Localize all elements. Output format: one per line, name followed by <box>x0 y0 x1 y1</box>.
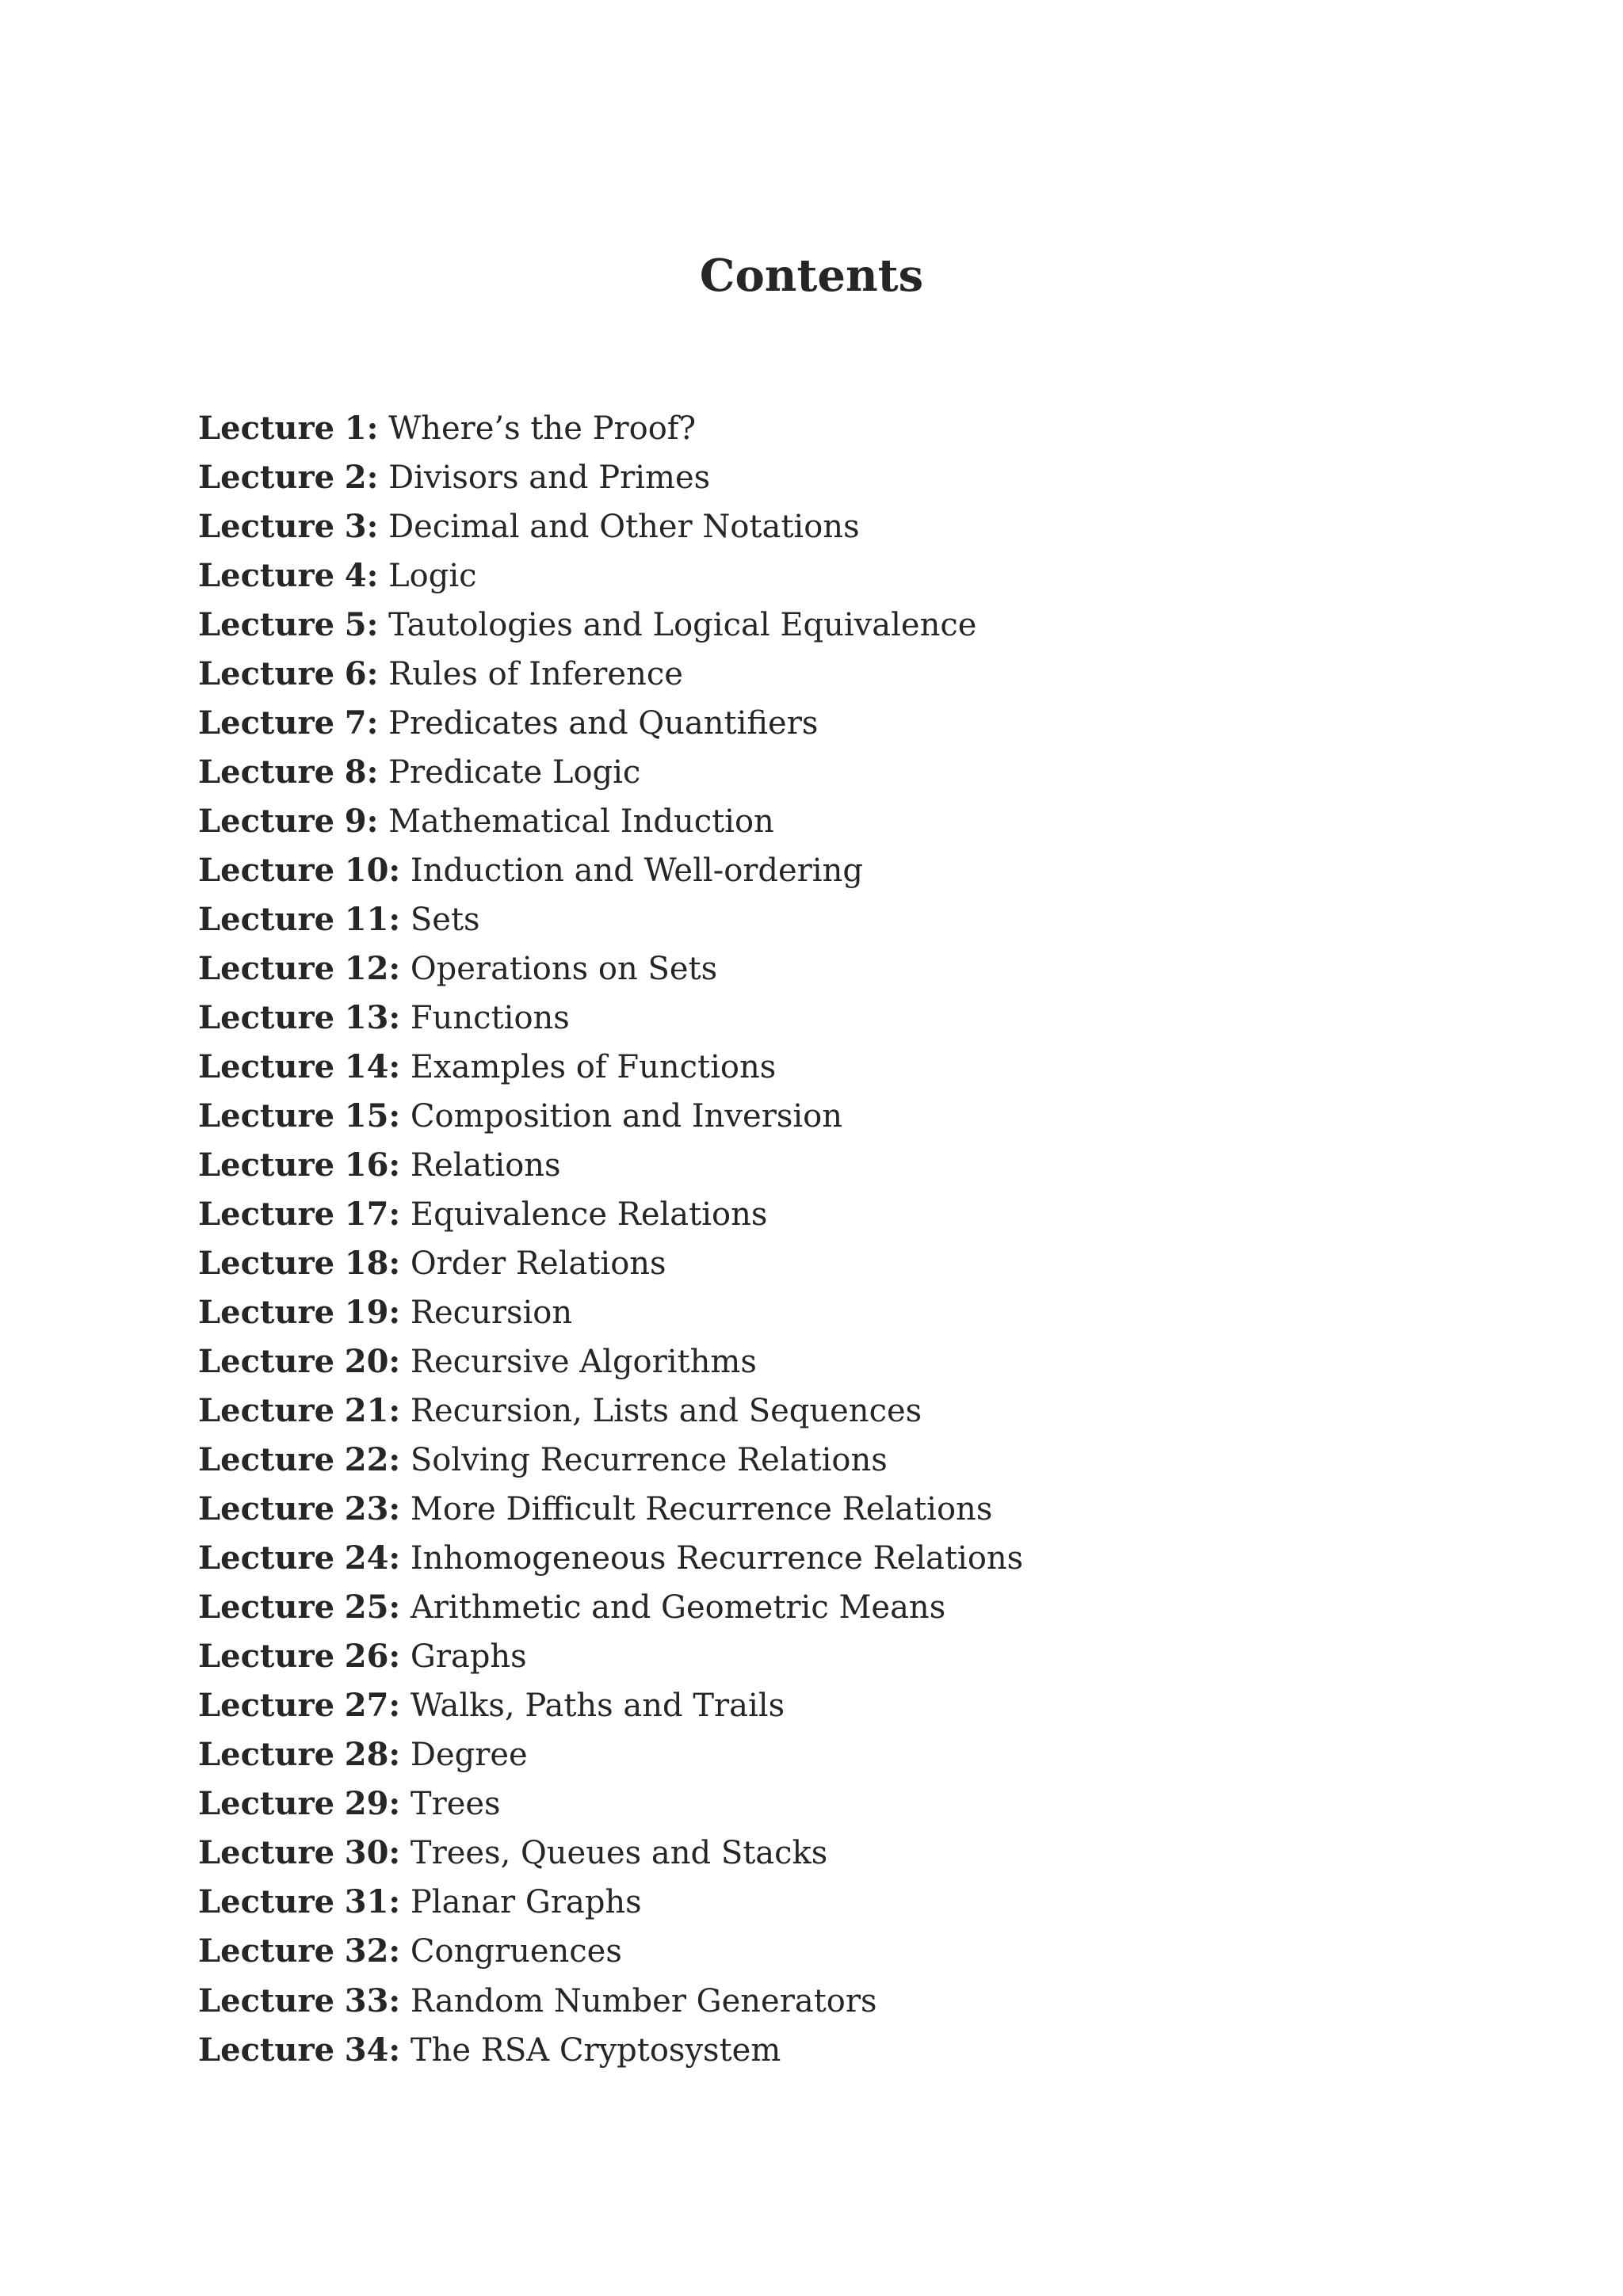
lecture-number: 18 <box>344 1245 389 1283</box>
lecture-number: 6 <box>344 655 367 693</box>
lecture-label: Lecture <box>198 606 335 644</box>
lecture-title: Random Number Generators <box>410 1982 877 2019</box>
lecture-label: Lecture <box>198 1883 335 1921</box>
lecture-title: Tautologies and Logical Equivalence <box>388 607 977 644</box>
lecture-label: Lecture <box>198 655 335 693</box>
lecture-label: Lecture <box>198 1294 335 1332</box>
lecture-label: Lecture <box>198 1490 335 1528</box>
lecture-number: 3 <box>344 508 367 546</box>
lecture-title: Degree <box>410 1737 528 1774</box>
table-of-contents <box>198 404 1434 2075</box>
lecture-label: Lecture <box>198 1638 335 1676</box>
lecture-title: Equivalence Relations <box>410 1196 768 1234</box>
toc-entry <box>198 1779 1434 1829</box>
lecture-number: 21 <box>344 1392 389 1430</box>
toc-entry <box>198 944 1434 994</box>
lecture-label: Lecture <box>198 852 335 890</box>
toc-entry <box>198 1386 1434 1436</box>
lecture-number: 14 <box>344 1048 389 1086</box>
toc-entry <box>198 1239 1434 1288</box>
lecture-label: Lecture <box>198 410 335 447</box>
lecture-number: 10 <box>344 852 389 890</box>
toc-entry <box>198 551 1434 601</box>
lecture-number: 13 <box>344 999 389 1037</box>
lecture-label: Lecture <box>198 1441 335 1479</box>
lecture-title: Divisors and Primes <box>388 460 711 497</box>
lecture-title: Recursive Algorithms <box>410 1344 757 1381</box>
toc-entry <box>198 994 1434 1043</box>
lecture-colon: : <box>366 508 379 546</box>
lecture-label: Lecture <box>198 704 335 742</box>
lecture-number: 20 <box>344 1343 389 1381</box>
lecture-number: 9 <box>344 803 367 841</box>
lecture-colon: : <box>388 1589 401 1627</box>
lecture-number: 33 <box>344 1981 389 2019</box>
lecture-title: Mathematical Induction <box>388 803 774 841</box>
lecture-title: Relations <box>410 1147 561 1184</box>
toc-entry <box>198 1534 1434 1583</box>
lecture-number: 1 <box>344 410 367 447</box>
lecture-title: Sets <box>410 902 480 939</box>
lecture-title: Where’s the Proof? <box>388 410 697 447</box>
lecture-number: 24 <box>344 1539 389 1577</box>
toc-entry <box>198 1337 1434 1386</box>
lecture-colon: : <box>388 1539 401 1577</box>
toc-entry <box>198 650 1434 699</box>
lecture-title: Recursion, Lists and Sequences <box>410 1393 922 1430</box>
lecture-colon: : <box>366 459 379 497</box>
lecture-title: Examples of Functions <box>410 1049 777 1086</box>
lecture-number: 2 <box>344 459 367 497</box>
toc-entry <box>198 1730 1434 1779</box>
lecture-colon: : <box>366 606 379 644</box>
lecture-title: Trees, Queues and Stacks <box>410 1835 828 1872</box>
lecture-number: 22 <box>344 1441 389 1479</box>
lecture-title: Operations on Sets <box>410 951 718 988</box>
lecture-label: Lecture <box>198 1146 335 1184</box>
lecture-title: Functions <box>410 1000 570 1037</box>
lecture-colon: : <box>388 1490 401 1528</box>
lecture-label: Lecture <box>198 1245 335 1283</box>
lecture-colon: : <box>388 1441 401 1479</box>
toc-entry <box>198 404 1434 453</box>
lecture-colon: : <box>388 1638 401 1676</box>
lecture-label: Lecture <box>198 1932 335 1970</box>
lecture-label: Lecture <box>198 1539 335 1577</box>
toc-entry <box>198 1927 1434 1976</box>
lecture-number: 30 <box>344 1834 389 1872</box>
lecture-title: Trees <box>410 1786 501 1823</box>
lecture-colon: : <box>366 557 379 595</box>
lecture-colon: : <box>388 1883 401 1921</box>
lecture-colon: : <box>388 1785 401 1823</box>
lecture-label: Lecture <box>198 999 335 1037</box>
lecture-label: Lecture <box>198 1589 335 1627</box>
lecture-colon: : <box>388 1245 401 1283</box>
lecture-number: 26 <box>344 1638 389 1676</box>
lecture-number: 4 <box>344 557 367 595</box>
lecture-colon: : <box>388 1343 401 1381</box>
lecture-label: Lecture <box>198 950 335 988</box>
lecture-number: 29 <box>344 1785 389 1823</box>
lecture-colon: : <box>366 410 379 447</box>
lecture-title: Solving Recurrence Relations <box>410 1442 888 1479</box>
lecture-title: Composition and Inversion <box>410 1098 842 1135</box>
toc-entry <box>198 453 1434 502</box>
lecture-number: 31 <box>344 1883 389 1921</box>
lecture-colon: : <box>366 655 379 693</box>
lecture-title: Inhomogeneous Recurrence Relations <box>410 1540 1024 1577</box>
toc-entry <box>198 1092 1434 1141</box>
lecture-title: Planar Graphs <box>410 1884 642 1921</box>
lecture-number: 15 <box>344 1097 389 1135</box>
lecture-title: Predicate Logic <box>388 754 641 791</box>
lecture-title: Rules of Inference <box>388 656 683 693</box>
toc-entry <box>198 1977 1434 2026</box>
lecture-colon: : <box>388 1687 401 1725</box>
lecture-label: Lecture <box>198 1687 335 1725</box>
lecture-colon: : <box>388 1097 401 1135</box>
lecture-label: Lecture <box>198 1981 335 2019</box>
lecture-label: Lecture <box>198 1097 335 1135</box>
lecture-colon: : <box>388 1196 401 1234</box>
lecture-label: Lecture <box>198 803 335 841</box>
lecture-title: Arithmetic and Geometric Means <box>410 1589 946 1627</box>
lecture-number: 34 <box>344 2031 389 2069</box>
lecture-title: Recursion <box>410 1295 573 1332</box>
lecture-label: Lecture <box>198 1196 335 1234</box>
lecture-label: Lecture <box>198 901 335 939</box>
toc-entry <box>198 895 1434 944</box>
lecture-label: Lecture <box>198 508 335 546</box>
lecture-title: Predicates and Quantifiers <box>388 705 819 742</box>
lecture-colon: : <box>366 803 379 841</box>
lecture-title: Congruences <box>410 1933 622 1970</box>
lecture-colon: : <box>388 2031 401 2069</box>
lecture-label: Lecture <box>198 1834 335 1872</box>
toc-entry <box>198 1583 1434 1632</box>
lecture-colon: : <box>388 950 401 988</box>
lecture-title: More Difficult Recurrence Relations <box>410 1491 993 1528</box>
lecture-number: 23 <box>344 1490 389 1528</box>
lecture-title: Order Relations <box>410 1245 666 1283</box>
lecture-number: 8 <box>344 753 367 791</box>
lecture-colon: : <box>388 999 401 1037</box>
lecture-title: Induction and Well-ordering <box>410 852 863 890</box>
toc-entry <box>198 1043 1434 1092</box>
toc-entry <box>198 699 1434 748</box>
lecture-label: Lecture <box>198 1343 335 1381</box>
toc-entry <box>198 1681 1434 1730</box>
lecture-number: 19 <box>344 1294 389 1332</box>
lecture-label: Lecture <box>198 2031 335 2069</box>
lecture-number: 7 <box>344 704 367 742</box>
lecture-title: Decimal and Other Notations <box>388 509 860 546</box>
lecture-title: Graphs <box>410 1638 527 1676</box>
toc-entry <box>198 2026 1434 2075</box>
lecture-number: 25 <box>344 1589 389 1627</box>
lecture-label: Lecture <box>198 557 335 595</box>
lecture-colon: : <box>388 1392 401 1430</box>
toc-entry <box>198 846 1434 895</box>
lecture-colon: : <box>366 753 379 791</box>
lecture-label: Lecture <box>198 1392 335 1430</box>
toc-entry <box>198 601 1434 650</box>
lecture-number: 17 <box>344 1196 389 1234</box>
lecture-label: Lecture <box>198 753 335 791</box>
lecture-number: 5 <box>344 606 367 644</box>
toc-entry <box>198 748 1434 797</box>
lecture-colon: : <box>366 704 379 742</box>
toc-entry <box>198 1829 1434 1878</box>
lecture-number: 11 <box>344 901 389 939</box>
toc-entry <box>198 1485 1434 1534</box>
toc-entry <box>198 1288 1434 1337</box>
toc-entry <box>198 1141 1434 1190</box>
page-title: Contents <box>699 250 924 302</box>
lecture-number: 12 <box>344 950 389 988</box>
lecture-colon: : <box>388 852 401 890</box>
lecture-title: Walks, Paths and Trails <box>410 1688 785 1725</box>
lecture-colon: : <box>388 1981 401 2019</box>
lecture-label: Lecture <box>198 1048 335 1086</box>
lecture-colon: : <box>388 1048 401 1086</box>
lecture-colon: : <box>388 901 401 939</box>
lecture-number: 16 <box>344 1146 389 1184</box>
lecture-colon: : <box>388 1932 401 1970</box>
toc-entry <box>198 502 1434 551</box>
lecture-label: Lecture <box>198 1785 335 1823</box>
lecture-colon: : <box>388 1294 401 1332</box>
lecture-title: The RSA Cryptosystem <box>410 2031 781 2069</box>
lecture-colon: : <box>388 1736 401 1774</box>
lecture-colon: : <box>388 1834 401 1872</box>
lecture-label: Lecture <box>198 459 335 497</box>
toc-entry <box>198 797 1434 846</box>
lecture-title: Logic <box>388 558 477 595</box>
lecture-colon: : <box>388 1146 401 1184</box>
toc-entry <box>198 1878 1434 1927</box>
lecture-label: Lecture <box>198 1736 335 1774</box>
toc-entry <box>198 1436 1434 1485</box>
lecture-number: 28 <box>344 1736 389 1774</box>
toc-entry <box>198 1632 1434 1681</box>
toc-entry <box>198 1190 1434 1239</box>
lecture-number: 32 <box>344 1932 389 1970</box>
lecture-number: 27 <box>344 1687 389 1725</box>
